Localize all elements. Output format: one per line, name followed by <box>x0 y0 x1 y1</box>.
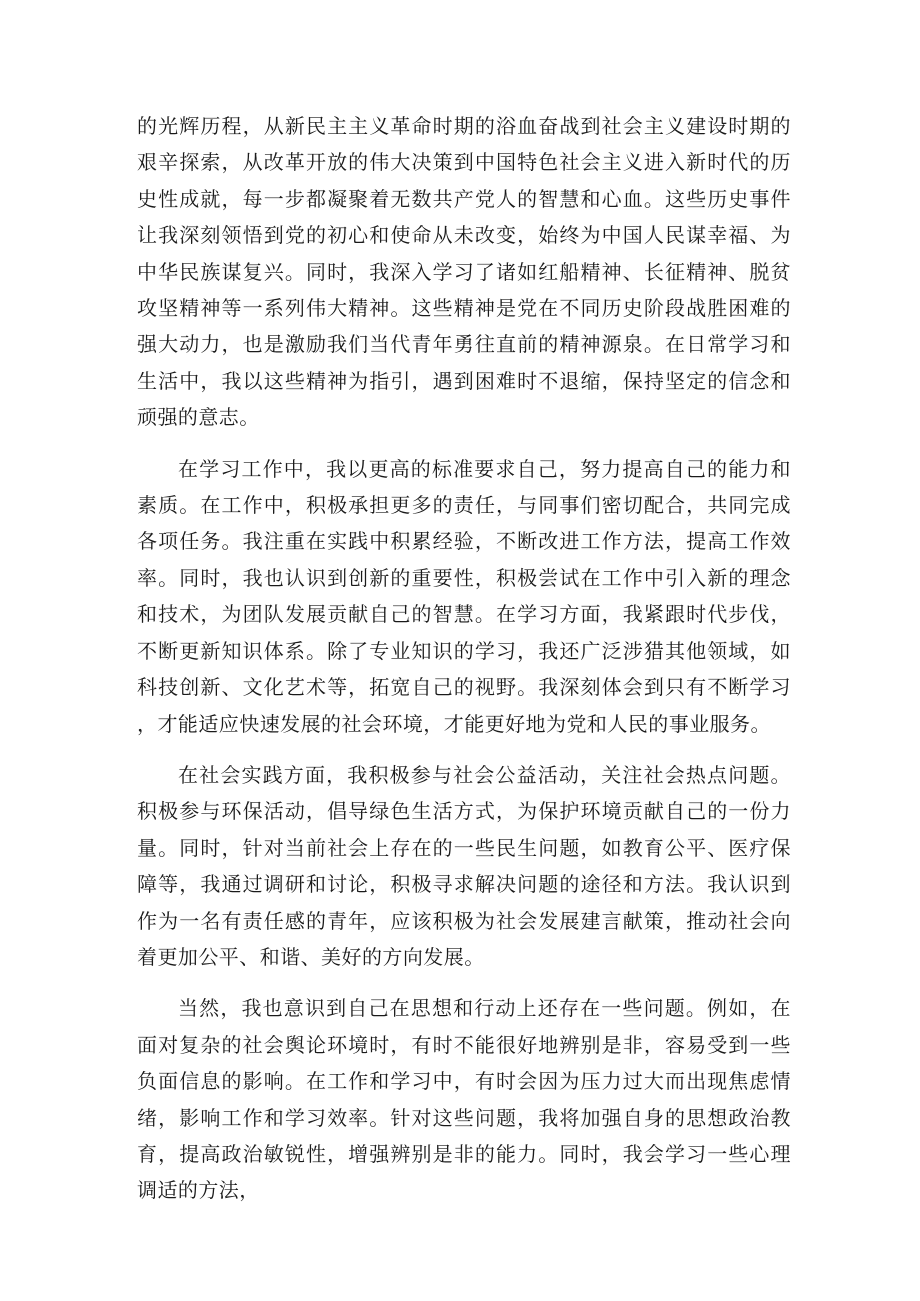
paragraph-1: 的光辉历程，从新民主主义革命时期的浴血奋战到社会主义建设时期的艰辛探索，从改革开放的伟大决策到中国特色社会主义进入新时代的历史性成就，每一步都凝聚着无数共产党人的智慧和心血。这些历史事件让我深刻领悟到党的初心和使命从未改变，始终为中国人民谋幸福、为中华民族谋复兴。同时，我深入学习了诸如红船精神、长征精神、脱贫攻坚精神等一系列伟大精神。这些精神是党在不同历史阶段战胜困难的强大动力，也是激励我们当代青年勇往直前的精神源泉。在日常学习和生活中，我以这些精神为指引，遇到困难时不退缩，保持坚定的信念和顽强的意志。 <box>137 114 791 430</box>
paragraph-2: 在学习工作中，我以更高的标准要求自己，努力提高自己的能力和素质。在工作中，积极承担更多的责任，与同事们密切配合，共同完成各项任务。我注重在实践中积累经验，不断改进工作方法，提高工作效率。同时，我也认识到创新的重要性，积极尝试在工作中引入新的理念和技术，为团队发展贡献自己的智慧。在学习方面，我紧跟时代步伐，不断更新知识体系。除了专业知识的学习，我还广泛涉猎其他领域，如科技创新、文化艺术等，拓宽自己的视野。我深刻体会到只有不断学习，才能适应快速发展的社会环境，才能更好地为党和人民的事业服务。 <box>137 456 791 736</box>
paragraph-3: 在社会实践方面，我积极参与社会公益活动，关注社会热点问题。积极参与环保活动，倡导绿色生活方式，为保护环境贡献自己的一份力量。同时，针对当前社会上存在的一些民生问题，如教育公平、医疗保障等，我通过调研和讨论，积极寻求解决问题的途径和方法。我认识到作为一名有责任感的青年，应该积极为社会发展建言献策，推动社会向着更加公平、和谐、美好的方向发展。 <box>137 762 791 969</box>
document-body <box>137 108 791 1209</box>
paragraph-4: 当然，我也意识到自己在思想和行动上还存在一些问题。例如，在面对复杂的社会舆论环境时，有时不能很好地辨别是非，容易受到一些负面信息的影响。在工作和学习中，有时会因为压力过大而出现焦虑情绪，影响工作和学习效率。针对这些问题，我将加强自身的思想政治教育，提高政治敏锐性，增强辨别是非的能力。同时，我会学习一些心理调适的方法， <box>137 996 791 1203</box>
